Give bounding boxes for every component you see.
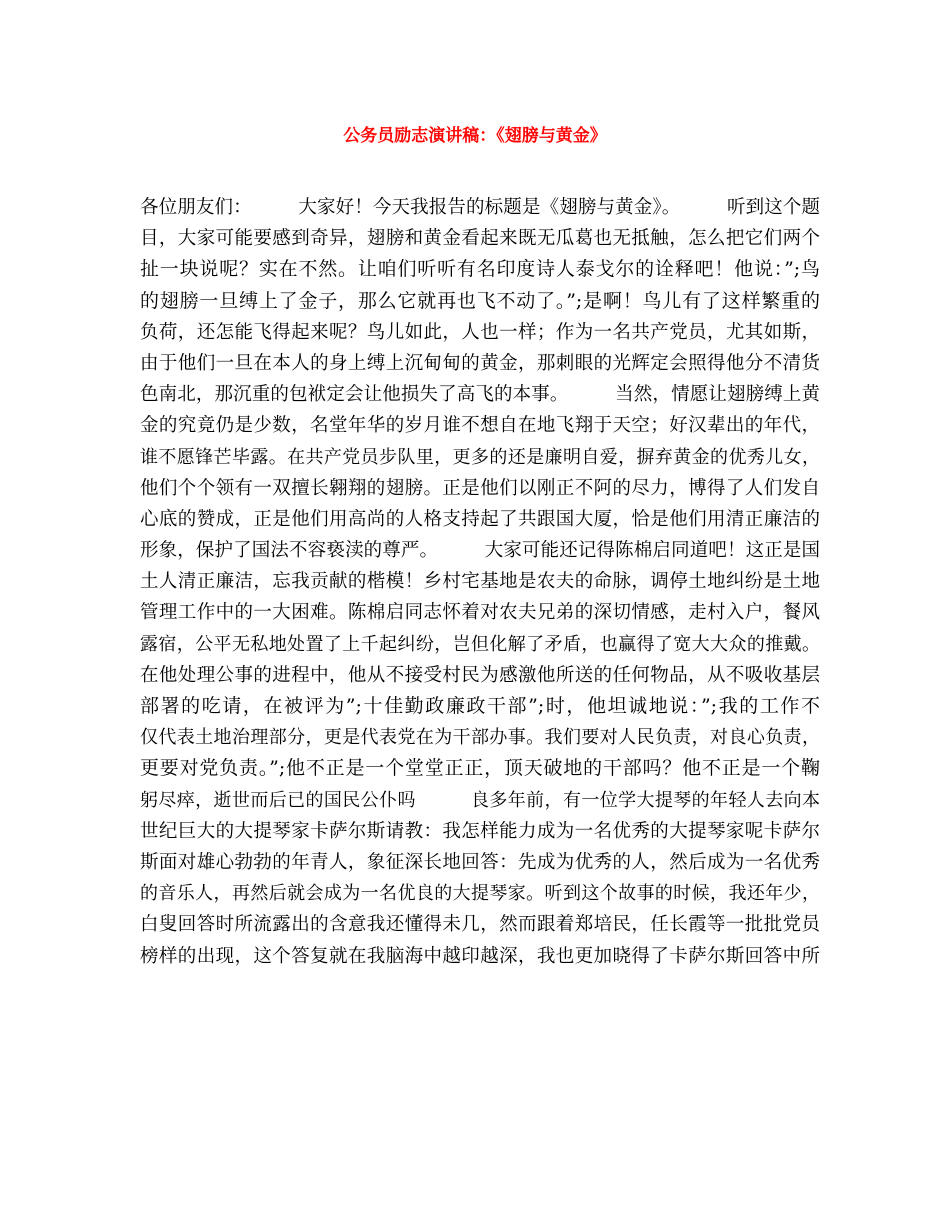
body-line: 斯面对雄心勃勃的年青人，象征深长地回答：先成为优秀的人，然后成为一名优秀 xyxy=(140,851,820,873)
body-line: 色南北，那沉重的包袱定会让他损失了高飞的本事。 当然，情愿让翅膀缚上黄 xyxy=(140,384,820,406)
body-line: 部署的吃请，在被评为”;十佳勤政廉政干部”;时，他坦诚地说：”;我的工作不 xyxy=(140,695,820,717)
body-line: 由于他们一旦在本人的身上缚上沉甸甸的黄金，那刺眼的光辉定会照得他分不清货 xyxy=(140,352,820,374)
body-line: 各位朋友们： 大家好！今天我报告的标题是《翅膀与黄金》。 听到这个题 xyxy=(140,197,820,218)
body-line: 管理工作中的一大困难。陈棉启同志怀着对农夫兄弟的深切情感，走村入户，餐风 xyxy=(140,602,820,624)
document-body xyxy=(140,192,820,972)
body-line: 负荷，还怎能飞得起来呢？鸟儿如此，人也一样；作为一名共产党员，尤其如斯， xyxy=(140,321,820,343)
body-line: 他们个个领有一双擅长翱翔的翅膀。正是他们以刚正不阿的尽力，博得了人们发自 xyxy=(140,477,820,499)
body-line: 更要对党负责。”;他不正是一个堂堂正正，顶天破地的干部吗？他不正是一个鞠 xyxy=(140,757,820,780)
body-line: 仅代表土地治理部分，更是代表党在为干部办事。我们要对人民负责，对良心负责， xyxy=(140,727,820,749)
body-line: 的音乐人，再然后就会成为一名优良的大提琴家。听到这个故事的时候，我还年少， xyxy=(140,883,820,905)
body-line: 躬尽瘁，逝世而后已的国民公仆吗 良多年前，有一位学大提琴的年轻人去向本 xyxy=(140,789,820,811)
body-line: 金的究竟仍是少数，名堂年华的岁月谁不想自在地飞翔于天空；好汉辈出的年代， xyxy=(140,415,820,437)
body-line: 扯一块说呢？实在不然。让咱们听听有名印度诗人泰戈尔的诠释吧！他说：”;鸟 xyxy=(140,258,820,281)
body-line: 在他处理公事的进程中，他从不接受村民为感激他所送的任何物品，从不吸收基层 xyxy=(140,664,820,686)
body-line: 榜样的出现，这个答复就在我脑海中越印越深，我也更加晓得了卡萨尔斯回答中所 xyxy=(140,945,820,967)
document-title: 公务员励志演讲稿：《翅膀与黄金》 xyxy=(343,126,607,146)
body-line: 目，大家可能要感到奇异，翅膀和黄金看起来既无瓜葛也无抵触，怎么把它们两个 xyxy=(140,228,820,250)
body-line: 谁不愿锋芒毕露。在共产党员步队里，更多的还是廉明自爱，摒弃黄金的优秀儿女， xyxy=(140,446,820,468)
body-line: 白叟回答时所流露出的含意我还懂得未几，然而跟着郑培民，任长霞等一批批党员 xyxy=(140,914,820,936)
body-line: 的翅膀一旦缚上了金子，那么它就再也飞不动了。”;是啊！鸟儿有了这样繁重的 xyxy=(140,289,820,312)
body-line: 露宿，公平无私地处置了上千起纠纷，岂但化解了矛盾，也赢得了宽大大众的推戴。 xyxy=(140,633,820,655)
body-line: 世纪巨大的大提琴家卡萨尔斯请教：我怎样能力成为一名优秀的大提琴家呢卡萨尔 xyxy=(140,820,820,842)
body-line: 形象，保护了国法不容亵渎的尊严。 大家可能还记得陈棉启同道吧！这正是国 xyxy=(140,540,820,562)
body-line: 心底的赞成，正是他们用高尚的人格支持起了共跟国大厦，恰是他们用清正廉洁的 xyxy=(140,508,820,530)
body-line: 土人清正廉洁，忘我贡献的楷模！乡村宅基地是农夫的命脉，调停土地纠纷是土地 xyxy=(140,571,820,593)
